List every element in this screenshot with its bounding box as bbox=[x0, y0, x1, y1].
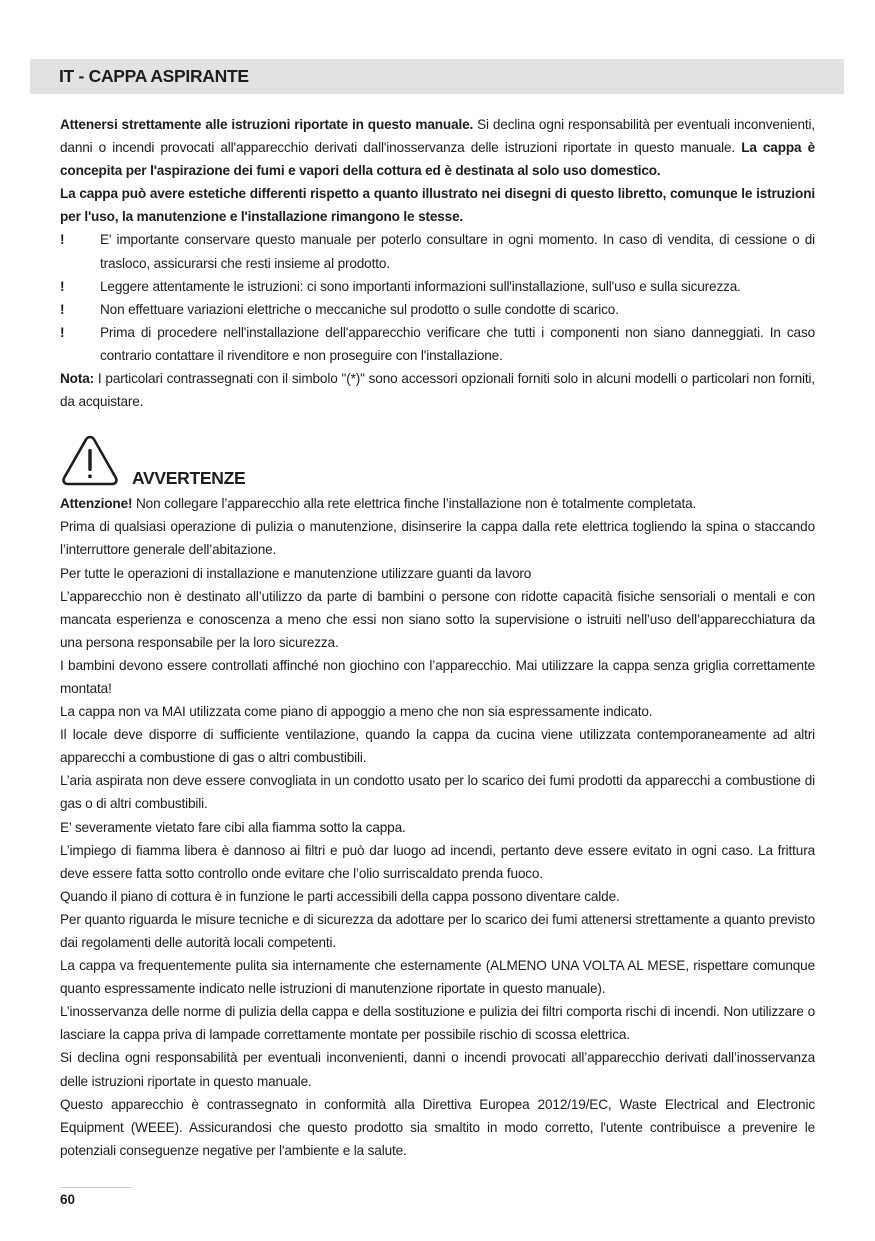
warning-paragraph: La cappa va frequentemente pulita sia internamente che esternamente (ALMENO UNA VOLTA AL MESE, rispettare comunque quanto espressamente indicato nelle istruzioni di manutenzione riportate in questo manuale). bbox=[60, 958, 815, 997]
list-item bbox=[60, 228, 815, 274]
exclamation-icon: ! bbox=[60, 232, 65, 248]
intro-bold-lead: Attenersi strettamente alle istruzioni riportate in questo manuale. bbox=[60, 117, 474, 132]
bullet-text: Leggere attentamente le istruzioni: ci sono importanti informazioni sull'installazione, sull'uso e sulla sicurezza. bbox=[100, 278, 741, 294]
warnings-title: AVVERTENZE bbox=[132, 468, 246, 489]
page-number: 60 bbox=[60, 1192, 76, 1207]
warning-paragraph: Prima di qualsiasi operazione di pulizia o manutenzione, disinserire la cappa dalla rete elettrica togliendo la spina o staccando l’interruttore generale dell’abitazione. bbox=[60, 519, 815, 558]
warning-paragraph: L’impiego di fiamma libera è dannoso ai filtri e può dar luogo ad incendi, pertanto deve essere evitato in ogni caso. La frittura deve essere fatta sotto controllo onde evitare che l’olio surriscaldato prenda fuoco. bbox=[60, 842, 815, 881]
list-item bbox=[60, 275, 815, 298]
warning-paragraph: I bambini devono essere controllati affinché non giochino con l’apparecchio. Mai utilizzare la cappa senza griglia correttamente montata! bbox=[60, 657, 815, 696]
manual-content bbox=[60, 113, 815, 1162]
intro-paragraph-1 bbox=[60, 113, 815, 182]
attention-paragraph bbox=[60, 492, 815, 515]
warning-paragraph: Si declina ogni responsabilità per eventuali inconvenienti, danni o incendi provocati all’apparecchio derivati dall’inosservanza delle istruzioni riportate in questo manuale. bbox=[60, 1050, 815, 1089]
section-header-bar bbox=[30, 59, 844, 94]
bullet-text: E' importante conservare questo manuale per poterlo consultare in ogni momento. In caso di vendita, di cessione o di trasloco, assicurarsi che resti insieme al prodotto. bbox=[100, 232, 815, 271]
exclamation-icon: ! bbox=[60, 278, 65, 294]
warning-paragraph: E’ severamente vietato fare cibi alla fiamma sotto la cappa. bbox=[60, 819, 406, 835]
warning-paragraph: L’apparecchio non è destinato all’utilizzo da parte di bambini o persone con ridotte capacità fisiche sensoriali o mentali e con mancata esperienza e conoscenza a meno che essi non siano sotto la supervisione o istruiti nell’uso dell’apparecchiatura da una persona responsabile per la loro sicurezza. bbox=[60, 588, 815, 650]
exclamation-icon: ! bbox=[60, 301, 65, 317]
page-title: IT - CAPPA ASPIRANTE bbox=[59, 66, 249, 86]
intro-text: Si declina ogni responsabilità per eventuali inconvenienti, danni o incendi provocati all'apparecchio derivati dall'inosservanza delle istruzioni riportate in questo manuale. bbox=[60, 117, 815, 156]
note-label: Nota: bbox=[60, 371, 94, 387]
warning-paragraph: Il locale deve disporre di sufficiente ventilazione, quando la cappa da cucina viene utilizzata contemporaneamente ad altri apparecchi a combustione di gas o altri combustibili. bbox=[60, 727, 815, 766]
note-text: I particolari contrassegnati con il simbolo "(*)" sono accessori opzionali forniti solo in alcuni modelli o particolari non forniti, da acquistare. bbox=[60, 371, 815, 410]
warning-paragraph: Questo apparecchio è contrassegnato in conformità alla Direttiva Europea 2012/19/EC, Waste Electrical and Electronic Equipment (WEEE). Assicurandosi che questo prodotto sia smaltito in modo corretto, l'utente contribuisce a prevenire le potenziali conseguenze negative per l'ambiente e la salute. bbox=[60, 1096, 815, 1158]
intro-bold-purpose: La cappa è concepita per l'aspirazione dei fumi e vapori della cottura ed è destinata al solo uso domestico. bbox=[60, 140, 815, 179]
bullet-text: Non effettuare variazioni elettriche o meccaniche sul prodotto o sulle condotte di scarico. bbox=[100, 301, 619, 317]
list-item bbox=[60, 321, 815, 367]
footer-divider bbox=[60, 1187, 132, 1188]
exclamation-icon: ! bbox=[60, 324, 65, 340]
intro-paragraph-2 bbox=[60, 182, 815, 228]
warning-paragraph: La cappa non va MAI utilizzata come piano di appoggio a meno che non sia espressamente indicato. bbox=[60, 704, 653, 720]
bullet-text: Prima di procedere nell'installazione dell'apparecchio verificare che tutti i componenti non siano danneggiati. In caso contrario contattare il rivenditore e non proseguire con l'installazione. bbox=[100, 324, 815, 363]
intro-bold-aesthetics: La cappa può avere estetiche differenti rispetto a quanto illustrato nei disegni di questo libretto, comunque le istruzioni per l'uso, la manutenzione e l'installazione rimangono le stesse. bbox=[60, 186, 815, 225]
warning-triangle-icon bbox=[61, 434, 119, 486]
warning-paragraph: Per tutte le operazioni di installazione e manutenzione utilizzare guanti da lavoro bbox=[60, 565, 532, 581]
attention-text: Non collegare l’apparecchio alla rete elettrica finche l’installazione non è totalmente completata. bbox=[132, 496, 697, 512]
list-item bbox=[60, 298, 815, 321]
attention-label: Attenzione! bbox=[60, 496, 133, 512]
warning-paragraph: Per quanto riguarda le misure tecniche e di sicurezza da adottare per lo scarico dei fumi attenersi strettamente a quanto previsto dai regolamenti delle autorità locali competenti. bbox=[60, 911, 815, 950]
warning-paragraph: L’aria aspirata non deve essere convogliata in un condotto usato per lo scarico dei fumi prodotti da apparecchi a combustione di gas o di altri combustibili. bbox=[60, 773, 815, 812]
warning-paragraph: Quando il piano di cottura è in funzione le parti accessibili della cappa possono diventare calde. bbox=[60, 888, 620, 904]
warning-paragraph: L’inosservanza delle norme di pulizia della cappa e della sostituzione e pulizia dei filtri comporta rischi di incendi. Non utilizzare o lasciare la cappa priva di lampade correttamente montate per possibile rischio di scossa elettrica. bbox=[60, 1004, 815, 1043]
safety-bullet-list bbox=[60, 228, 815, 367]
note-paragraph bbox=[60, 367, 815, 413]
warnings-heading bbox=[60, 434, 815, 492]
